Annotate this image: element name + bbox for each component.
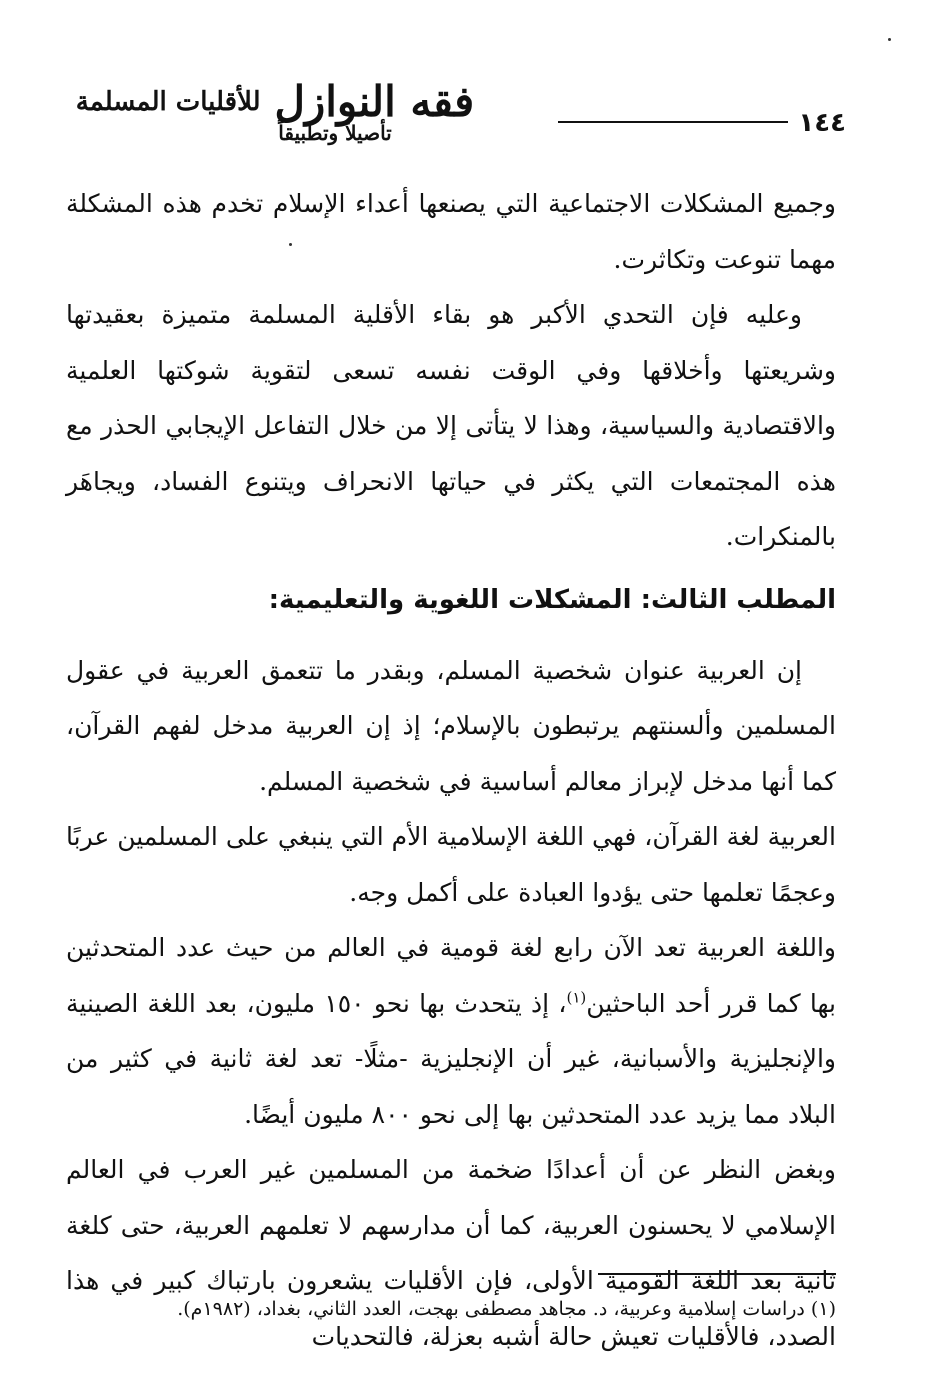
book-title-logo [60,78,490,158]
paragraph: وعليه فإن التحدي الأكبر هو بقاء الأقلية المسلمة متميزة بعقيدتها وشريعتها وأخلاقها وفي الوقت نفسه تسعى لتقوية شوكتها العلمية والاقتصادية والسياسية، وهذا لا يتأتى إلا من خلال التفاعل الإيجابي الحذر مع هذه المجتمعات التي يكثر في حياتها الانحراف ويتنوع الفساد، ويجاهَر بالمنكرات. [66,300,836,551]
paragraph: إن العربية عنوان شخصية المسلم، وبقدر ما تتعمق العربية في عقول المسلمين وألسنتهم يرتبطون بالإسلام؛ إذ إن العربية مدخل لفهم القرآن، كما أنها مدخل لإبراز معالم أساسية في شخصية المسلم. [66,655,836,796]
paragraph-text: ، إذ يتحدث بها نحو ١٥٠ مليون، بعد اللغة الصينية والإنجليزية والأسبانية، غير أن الإنجليزية -مثلًا- تعد لغة ثانية في كثير من البلاد مما يزيد عدد المتحدثين بها إلى نحو ٨٠٠ مليون أيضًا. [66,988,836,1129]
book-title [60,78,490,127]
footnote-reference: (١) [566,988,587,1007]
book-title-secondary: للأقليات المسلمة [75,87,261,117]
book-title-main: فقه النوازل [274,77,475,126]
speck-mark [888,38,891,41]
paragraph: وبغض النظر عن أن أعدادًا ضخمة من المسلمين غير العرب في العالم الإسلامي لا يحسنون العربية، كما أن مدارسهم لا تعلمهم العربية، حتى كلغة ثانية بعد اللغة القومية الأولى، فإن الأقليات يشعرون بارتباك كبير في هذا الصدد، فالأقليات تعيش حالة أشبه بعزلة، فالتحديات [66,1155,836,1351]
footnote-separator [598,1273,836,1275]
page-body [66,176,836,1364]
paragraph: وجميع المشكلات الاجتماعية التي يصنعها أعداء الإسلام تخدم هذه المشكلة مهما تنوعت وتكاثرت. [66,189,836,274]
paragraph-with-footnote [66,920,836,1142]
footnote: (١) دراسات إسلامية وعربية، د. مجاهد مصطفى بهجت، العدد الثاني، بغداد، (١٩٨٢م). [177,1298,836,1320]
section-heading: المطلب الثالث: المشكلات اللغوية والتعليمية: [268,584,836,615]
paragraph: العربية لغة القرآن، فهي اللغة الإسلامية الأم التي ينبغي على المسلمين عربًا وعجمًا تعلمها حتى يؤدوا العبادة على أكمل وجه. [66,822,836,907]
running-header [60,78,846,158]
header-rule [558,121,788,123]
book-subtitle: تأصيلاً وتطبيقاً [278,121,392,145]
paragraph-text: واللغة العربية تعد الآن رابع لغة قومية في العالم من حيث عدد المتحدثين بها كما قرر أحد الباحثين [66,933,836,1018]
page-number: ١٤٤ [798,108,846,138]
